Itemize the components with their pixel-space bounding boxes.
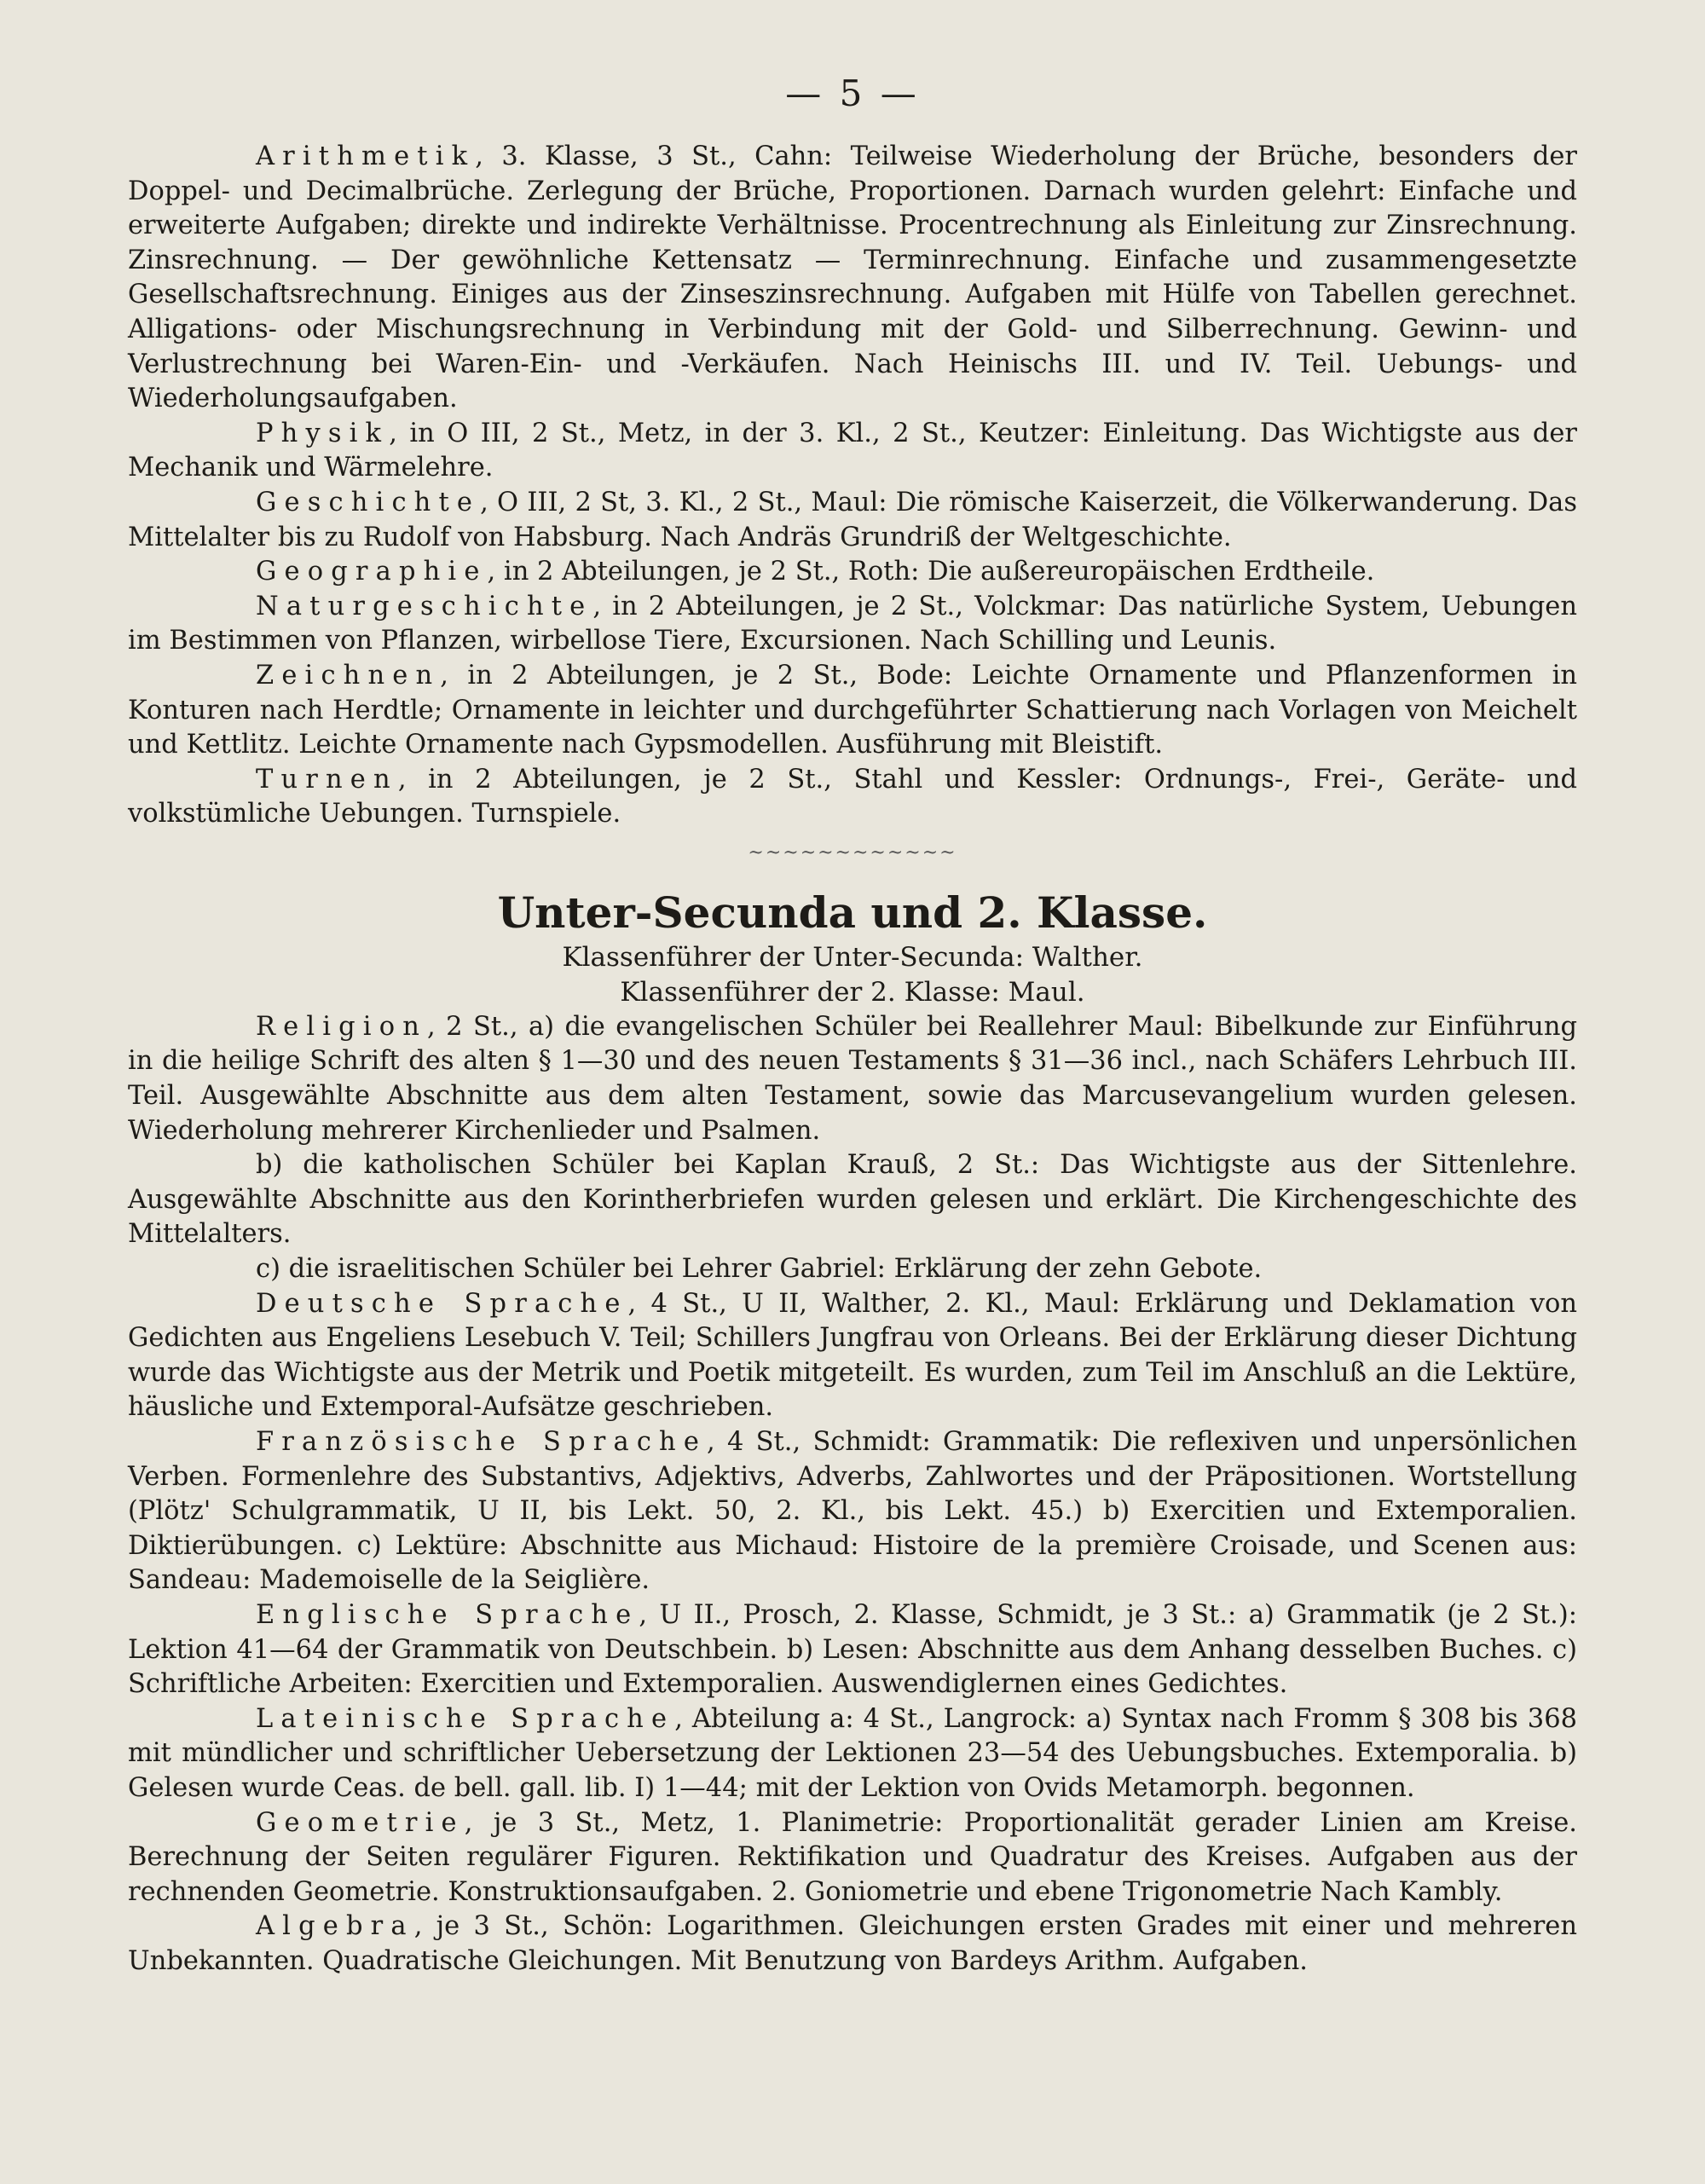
paragraph-geographie xyxy=(128,555,1577,590)
paragraph-geschichte xyxy=(128,486,1577,555)
paragraph-religion-katholisch xyxy=(128,1148,1577,1252)
paragraph-latein xyxy=(128,1702,1577,1806)
subject-heading: Geometrie xyxy=(256,1807,465,1838)
paragraph-text: , je 3 St., Metz, 1. Planimetrie: Proportionalität gerader Linien am Kreise. Berechnung der Seiten regulärer Figuren. Rektifikation und Quadratur des Kreises. Aufgaben aus der rechnenden Geometrie. Konstruktionsaufgaben. 2. Goniometrie und ebene Trigonometrie Nach Kambly. xyxy=(128,1807,1577,1907)
paragraph-text: , O III, 2 St, 3. Kl., 2 St., Maul: Die römische Kaiserzeit, die Völkerwanderung. Das Mittelalter bis zu Rudolf von Habsburg. Nach Andräs Grundriß der Weltgeschichte. xyxy=(128,487,1577,552)
subject-heading: Arithmetik xyxy=(256,142,476,171)
paragraph-text: , Abteilung a: 4 St., Langrock: a) Syntax nach Fromm § 308 bis 368 mit mündlicher und schriftlicher Uebersetzung der Lektionen 23—54 des Uebungsbuches. Extemporalia. b) Gelesen wurde Ceas. de bell. gall. lib. I) 1—44; mit der Lektion von Ovids Metamorph. begonnen. xyxy=(128,1703,1578,1803)
class-leader-klasse: Klassenführer der 2. Klasse: Maul. xyxy=(620,976,1085,1008)
paragraph-text: , in O III, 2 St., Metz, in der 3. Kl., 2 St., Keutzer: Einleitung. Das Wichtigste aus der Mechanik und Wärmelehre. xyxy=(128,418,1577,483)
paragraph-text: c) die israelitischen Schüler bei Lehrer Gabriel: Erklärung der zehn Gebote. xyxy=(256,1254,1263,1285)
paragraph-naturgeschichte xyxy=(128,590,1577,659)
subject-heading: Geschichte xyxy=(256,487,481,517)
subject-heading: Algebra xyxy=(256,1911,414,1942)
paragraph-text: , 4 St., Schmidt: Grammatik: Die reflexiven und unpersönlichen Verben. Formenlehre des Substantivs, Adjektivs, Adverbs, Zahlwortes und der Präpositionen. Wortstellung (Plötz' Schulgrammatik, U II, bis Lekt. 50, 2. Kl., bis Lekt. 45.) b) Exercitien und Extemporalien. Diktierübungen. c) Lektüre: Abschnitte aus Michaud: Histoire de la première Croisade, und Scenen aus: Sandeau: Mademoiselle de la Seiglière. xyxy=(128,1427,1577,1596)
top-section xyxy=(128,140,1577,832)
paragraph-physik xyxy=(128,417,1577,486)
paragraph-deutsch xyxy=(128,1287,1577,1425)
secunda-section xyxy=(128,1010,1577,1979)
document-page xyxy=(128,72,1577,1979)
paragraph-text: , in 2 Abteilungen, je 2 St., Roth: Die außereuropäischen Erdtheile. xyxy=(487,557,1375,587)
paragraph-algebra xyxy=(128,1910,1577,1979)
paragraph-text: , je 3 St., Schön: Logarithmen. Gleichungen ersten Grades mit einer und mehreren Unbekannten. Quadratische Gleichungen. Mit Benutzung von Bardeys Arithm. Aufgaben. xyxy=(128,1911,1577,1976)
section-title: Unter-Secunda und 2. Klasse. xyxy=(497,887,1208,938)
paragraph-turnen xyxy=(128,763,1577,832)
paragraph-arithmetik xyxy=(128,140,1577,417)
page-number: — 5 — xyxy=(785,72,920,114)
paragraph-text: , in 2 Abteilungen, je 2 St., Volckmar: Das natürliche System, Uebungen im Bestimmen von Pflanzen, wirbellose Tiere, Excursionen. Nach Schilling und Leunis. xyxy=(128,591,1577,656)
subject-heading: Englische Sprache xyxy=(256,1599,639,1630)
subject-heading: Zeichnen xyxy=(256,660,441,690)
subject-heading: Lateinische Sprache xyxy=(256,1703,675,1734)
subject-heading: Deutsche Sprache xyxy=(256,1288,628,1319)
subject-heading: Turnen xyxy=(256,764,398,794)
paragraph-text: , 3. Klasse, 3 St., Cahn: Teilweise Wiederholung der Brüche, besonders der Doppel- und Decimalbrüche. Zerlegung der Brüche, Proportionen. Darnach wurden gelehrt: Einfache und erweiterte Aufgaben; direkte und indirekte Verhältnisse. Procentrechnung als Einleitung zur Zinsrechnung. Zinsrechnung. — Der gewöhnliche Kettensatz — Terminrechnung. Einfache und zusammengesetzte Gesellschaftsrechnung. Einiges aus der Zinseszinsrechnung. Aufgaben mit Hülfe von Tabellen gerechnet. Alligations- oder Mischungsrechnung in Verbindung mit der Gold- und Silberrechnung. Gewinn- und Verlustrechnung bei Waren-Ein- und -Verkäufen. Nach Heinischs III. und IV. Teil. Uebungs- und Wiederholungsaufgaben. xyxy=(128,142,1577,414)
paragraph-zeichnen xyxy=(128,659,1577,763)
paragraph-text: , U II., Prosch, 2. Klasse, Schmidt, je 3 St.: a) Grammatik (je 2 St.): Lektion 41—64 der Grammatik von Deutschbein. b) Lesen: Abschnitte aus dem Anhang desselben Buches. c) Schriftliche Arbeiten: Exercitien und Extemporalien. Auswendiglernen eines Gedichtes. xyxy=(128,1599,1577,1700)
paragraph-text: , in 2 Abteilungen, je 2 St., Bode: Leichte Ornamente und Pflanzenformen in Konturen nach Herdtle; Ornamente in leichter und durchgeführter Schattierung nach Vorlagen von Meichelt und Kettlitz. Leichte Ornamente nach Gypsmodellen. Ausführung mit Bleistift. xyxy=(128,660,1577,760)
paragraph-englisch xyxy=(128,1598,1577,1702)
subject-heading: Naturgeschichte xyxy=(256,591,593,621)
paragraph-franzoesisch xyxy=(128,1425,1577,1598)
subject-heading: Physik xyxy=(256,418,390,448)
paragraph-text: b) die katholischen Schüler bei Kaplan Krauß, 2 St.: Das Wichtigste aus der Sittenlehre. Ausgewählte Abschnitte aus den Korintherbriefen wurden gelesen und erklärt. Die Kirchengeschichte des Mittelalters. xyxy=(128,1150,1577,1250)
paragraph-text: , 4 St., U II, Walther, 2. Kl., Maul: Erklärung und Deklamation von Gedichten aus Engeliens Lesebuch V. Teil; Schillers Jungfrau von Orleans. Bei der Erklärung dieser Dichtung wurde das Wichtigste aus der Metrik und Poetik mitgeteilt. Es wurden, zum Teil im Anschluß an die Lektüre, häusliche und Extemporal-Aufsätze geschrieben. xyxy=(128,1288,1578,1423)
paragraph-text: , in 2 Abteilungen, je 2 St., Stahl und Kessler: Ordnungs-, Frei-, Geräte- und volkstümliche Uebungen. Turnspiele. xyxy=(128,764,1577,829)
paragraph-text: , 2 St., a) die evangelischen Schüler bei Reallehrer Maul: Bibelkunde zur Einführung in die heilige Schrift des alten § 1—30 und des neuen Testaments § 31—36 incl., nach Schäfers Lehrbuch III. Teil. Ausgewählte Abschnitte aus dem alten Testament, sowie das Marcusevangelium wurden gelesen. Wiederholung mehrerer Kirchenlieder und Psalmen. xyxy=(128,1011,1577,1146)
divider-ornament: ~~~~~~~~~~~~ xyxy=(748,841,957,864)
class-leader-secunda: Klassenführer der Unter-Secunda: Walther. xyxy=(562,941,1143,973)
paragraph-religion xyxy=(128,1010,1577,1148)
paragraph-geometrie xyxy=(128,1806,1577,1910)
subject-heading: Französische Sprache xyxy=(256,1427,708,1457)
subject-heading: Geographie xyxy=(256,557,488,587)
subject-heading: Religion xyxy=(256,1011,428,1042)
paragraph-religion-israelitisch xyxy=(128,1252,1577,1287)
